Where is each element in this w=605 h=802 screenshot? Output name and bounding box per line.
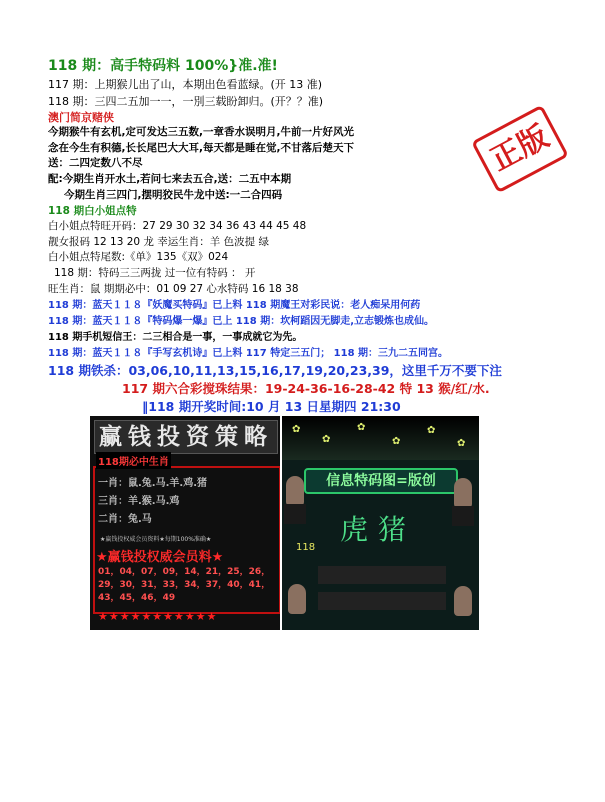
person-photo xyxy=(452,506,474,526)
kill-numbers-line: 118 期铁杀：03,06,10,11,13,15,16,17,19,20,23,39，这里千万不要下注 xyxy=(48,363,502,378)
flower-strip: ✿ ✿ ✿ ✿ ✿ ✿ xyxy=(282,416,479,460)
investment-strategy-image xyxy=(90,416,280,630)
draw-time-line: ‖118 期开奖时间:10 月 13 日星期四 21:30 xyxy=(142,399,401,414)
person-photo xyxy=(288,584,306,614)
text-bar xyxy=(318,566,446,584)
person-photo xyxy=(284,504,306,524)
member-note: ★赢钱投权威会员资料★每期100%准确★ xyxy=(100,536,212,543)
section-a-line: 今期猴牛有玄机,定可发达三五数,一章香水误明月,牛前一片好风光 xyxy=(48,126,354,138)
zodiac-row: 一肖：鼠.兔.马.羊.鸡.猪 xyxy=(98,478,207,489)
person-photo xyxy=(286,476,304,506)
authentic-stamp: 正版 xyxy=(471,105,569,194)
strategy-banner: 赢钱投资策略 xyxy=(94,420,278,454)
section-heading-gambler: 澳门简京赌侠 xyxy=(48,111,114,124)
section-c-line: 118 期：蓝天１１８『手写玄机诗』已上料 117 特定三五门； 118 期：三九二五同宫。 xyxy=(48,348,449,359)
section-b-line: 旺生肖：鼠 期期必中：01 09 27 心水特码 16 18 38 xyxy=(48,283,299,295)
section-b-line: 白小姐点特尾数:《单》135《双》024 xyxy=(48,251,229,263)
draw-result-line: 117 期六合彩搅珠结果：19-24-36-16-28-42 特 13 猴/红/水. xyxy=(122,381,490,396)
must-win-subtitle: 118期必中生肖 xyxy=(96,452,171,469)
page-title: 118 期：高手特码料 100%}准.准! xyxy=(48,58,278,74)
section-c-line: 118 期手机短信王：二三相合是一事，一事成就它为先。 xyxy=(48,332,303,343)
text-bar xyxy=(318,592,446,610)
person-photo xyxy=(454,586,472,616)
section-heading-white-lady: 118 期白小姐点特 xyxy=(48,205,137,217)
section-c-text: 118 期：蓝天１１８『妖魔买特码』已上料 118 期魔王对彩民说：老人痴呆用何药 xyxy=(48,300,421,311)
section-a-line: 配:今期生肖开水土,若问七来去五合,送：二五中本期 xyxy=(48,173,292,185)
star-row: ★★★★★★★★★★★ xyxy=(98,610,218,623)
image-title: 信息特码图=版创 xyxy=(304,468,458,494)
person-photo xyxy=(454,478,472,508)
section-b-line: 118 期：特码三三两拢 过一位有特码 ： 开 xyxy=(54,267,256,279)
intro-line-117: 117 期：上期猴儿出了山，本期出色看蓝绿。(开 13 准) xyxy=(48,78,323,91)
section-a-line: 今期生肖三四门,摆明狡民牛龙中送:一二合四码 xyxy=(64,189,283,201)
section-c-line xyxy=(48,300,420,311)
member-numbers: 01，04，07，09，14，21，25，26，29，30，31，33，34，37，40，41，43，45，46，49 xyxy=(98,567,271,603)
section-a-line: 念在今生有积德,长长尾巴大大耳,每天都是睡在觉,不甘落后楚天下 xyxy=(48,142,354,154)
zodiac-row: 三肖：羊.猴.马.鸡 xyxy=(98,496,180,507)
section-b-line: 靓女报码 12 13 20 龙 幸运生肖：羊 色波提 绿 xyxy=(48,236,269,248)
special-code-image xyxy=(282,416,479,630)
section-b-line: 白小姐点特旺开码：27 29 30 32 34 36 43 44 45 48 xyxy=(48,220,307,232)
zodiac-animals: 虎猪 xyxy=(340,513,417,546)
intro-line-118: 118 期：三四二五加一一，一別三载盼卸归。(开？？准) xyxy=(48,95,324,108)
member-label: ★赢钱投权威会员料★ xyxy=(96,550,224,565)
section-c-line: 118 期：蓝天１１８『特码爆一爆』已上 118 期：坎柯蹈因无脚走,立志锻炼也成仙。 xyxy=(48,316,434,327)
zodiac-row: 二肖：兔.马 xyxy=(98,514,152,525)
period-number: 118 xyxy=(296,542,316,553)
section-a-line: 送：二四定数八不尽 xyxy=(48,157,143,169)
